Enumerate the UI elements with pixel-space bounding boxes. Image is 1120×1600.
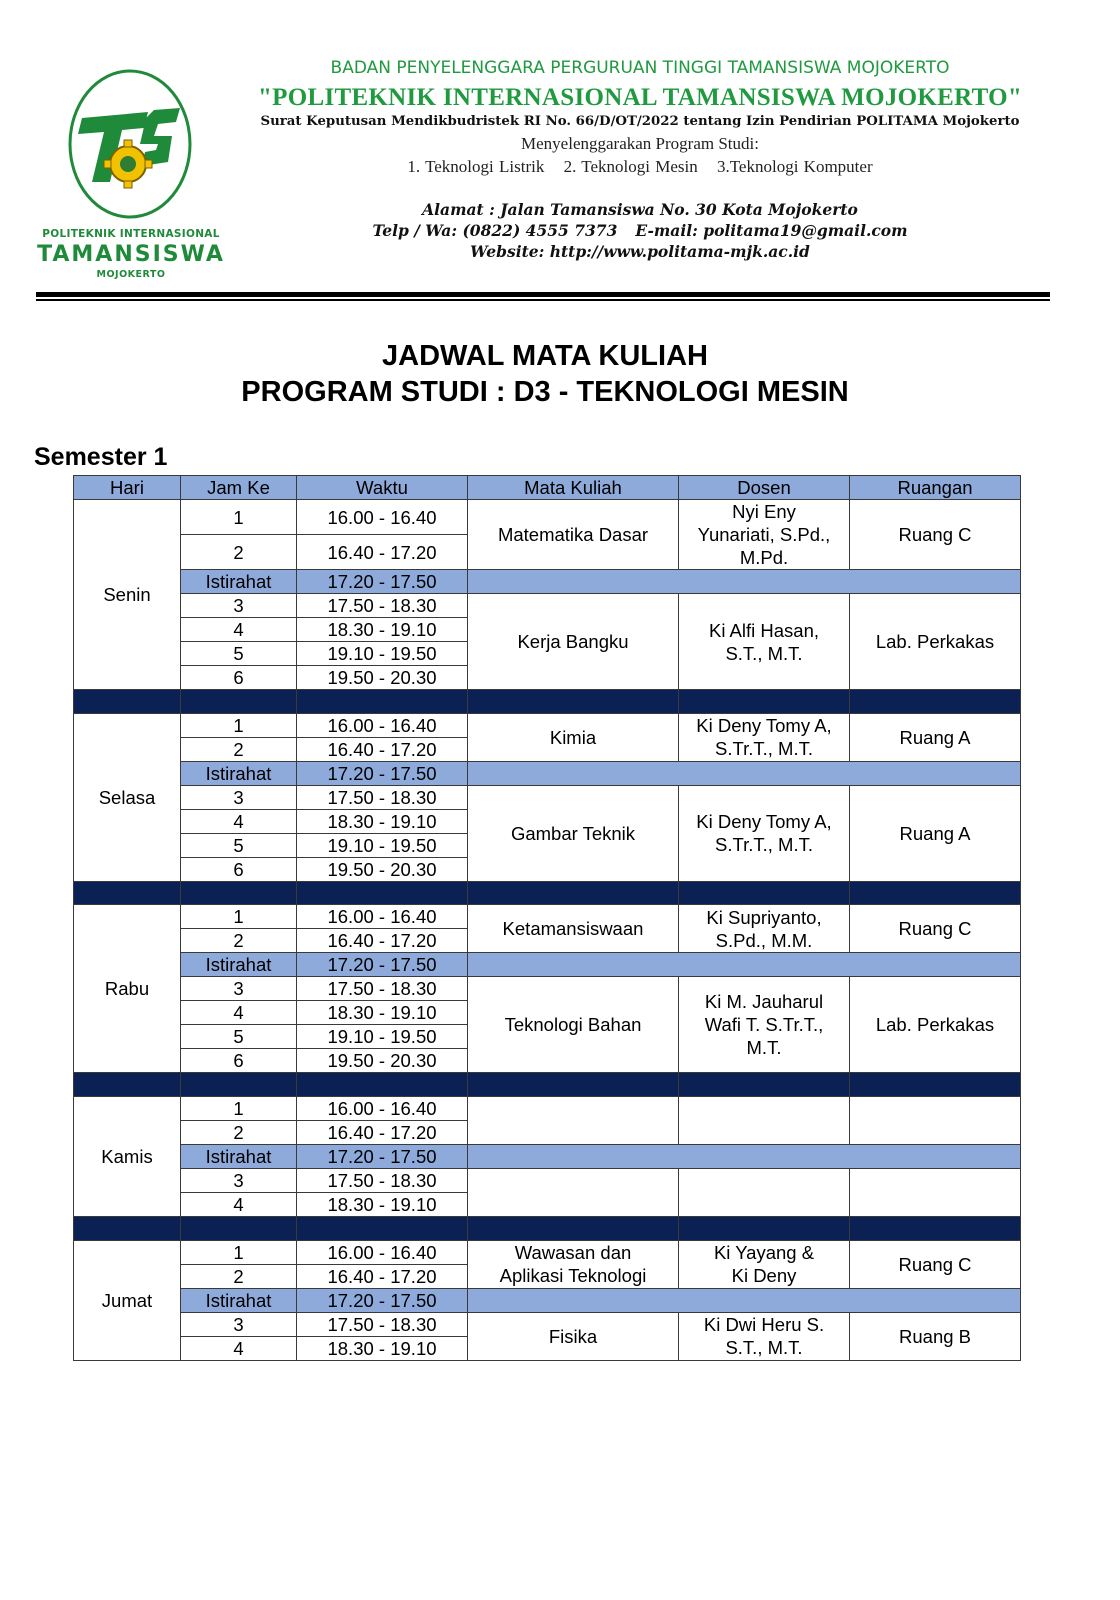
time-cell: 17.50 - 18.30 <box>297 594 468 618</box>
jam-cell: 2 <box>181 929 297 953</box>
jam-cell: 4 <box>181 618 297 642</box>
day-cell: Rabu <box>74 905 181 1073</box>
time-cell: 19.10 - 19.50 <box>297 1025 468 1049</box>
logo-caption-top: POLITEKNIK INTERNASIONAL <box>42 228 220 240</box>
jam-cell: Istirahat <box>181 570 297 594</box>
course-cell <box>468 1240 679 1288</box>
jam-cell: Istirahat <box>181 1288 297 1312</box>
time-cell: 18.30 - 19.10 <box>297 618 468 642</box>
lecturer-cell <box>679 594 850 690</box>
course-cell: Kerja Bangku <box>468 594 679 690</box>
course-cell <box>468 1169 679 1217</box>
time-cell: 17.20 - 17.50 <box>297 1288 468 1312</box>
lecturer-line: S.Tr.T., M.T. <box>715 834 813 856</box>
room-cell: Ruang C <box>850 905 1021 953</box>
break-row <box>74 953 1021 977</box>
jam-cell: 1 <box>181 500 297 535</box>
room-cell: Ruang C <box>850 1240 1021 1288</box>
lecturer-cell <box>679 977 850 1073</box>
course-line: Wawasan dan <box>514 1242 632 1264</box>
decree-line: Surat Keputusan Mendikbudristek RI No. 66/D/OT/2022 tentang Izin Pendirian POLITAMA Mojokerto <box>260 114 1020 129</box>
table-header-row <box>74 476 1021 500</box>
time-cell: 18.30 - 19.10 <box>297 1001 468 1025</box>
time-cell: 19.50 - 20.30 <box>297 1049 468 1073</box>
website-line: Website: http://www.politama-mjk.ac.id <box>470 242 810 261</box>
jam-cell: 6 <box>181 666 297 690</box>
break-fill <box>468 1288 1021 1312</box>
table-row <box>74 1169 1021 1193</box>
jam-cell: 3 <box>181 594 297 618</box>
jam-cell: Istirahat <box>181 953 297 977</box>
column-header-hari: Hari <box>74 476 181 500</box>
time-cell: 17.50 - 18.30 <box>297 1312 468 1336</box>
table-row <box>74 1240 1021 1264</box>
break-fill <box>468 761 1021 785</box>
lecturer-line: S.Pd., M.M. <box>715 929 813 951</box>
lecturer-cell <box>679 500 850 570</box>
organizer-name: BADAN PENYELENGGARA PERGURUAN TINGGI TAMANSISWA MOJOKERTO <box>330 58 950 78</box>
document-title: JADWAL MATA KULIAH <box>382 340 708 372</box>
time-cell: 16.00 - 16.40 <box>297 1097 468 1121</box>
course-cell: Gambar Teknik <box>468 785 679 881</box>
lecturer-line: Ki Supriyanto, <box>706 906 822 928</box>
break-fill <box>468 570 1021 594</box>
column-header-dosen: Dosen <box>679 476 850 500</box>
jam-cell: 4 <box>181 809 297 833</box>
lecturer-cell <box>679 1097 850 1145</box>
break-row <box>74 570 1021 594</box>
time-cell: 17.20 - 17.50 <box>297 1145 468 1169</box>
table-row <box>74 594 1021 618</box>
address-line: Alamat : Jalan Tamansiswa No. 30 Kota Mojokerto <box>422 200 858 219</box>
logo-caption-main: TAMANSISWA <box>37 242 225 267</box>
lecturer-line: Ki Deny Tomy A, <box>696 715 832 737</box>
email-text: E-mail: politama19@gmail.com <box>635 221 908 240</box>
room-cell: Ruang B <box>850 1312 1021 1360</box>
lecturer-cell <box>679 905 850 953</box>
time-cell: 16.40 - 17.20 <box>297 737 468 761</box>
jam-cell: 4 <box>181 1001 297 1025</box>
table-row <box>74 1097 1021 1121</box>
course-cell: Teknologi Bahan <box>468 977 679 1073</box>
course-cell: Kimia <box>468 713 679 761</box>
lecturer-line: Yunariati, S.Pd., <box>697 524 831 545</box>
lecturer-cell <box>679 1169 850 1217</box>
lecturer-line: Ki Deny <box>731 1265 797 1287</box>
time-cell: 17.20 - 17.50 <box>297 761 468 785</box>
program-item: 3.Teknologi Komputer <box>716 157 873 176</box>
break-fill <box>468 953 1021 977</box>
time-cell: 19.50 - 20.30 <box>297 666 468 690</box>
jam-cell: 1 <box>181 1097 297 1121</box>
lecturer-line: M.T. <box>746 1037 782 1059</box>
day-cell: Kamis <box>74 1097 181 1217</box>
jam-cell: 5 <box>181 833 297 857</box>
room-cell: Ruang C <box>850 500 1021 570</box>
time-cell: 18.30 - 19.10 <box>297 809 468 833</box>
letterhead-divider-thick <box>36 292 1050 297</box>
room-cell <box>850 1169 1021 1217</box>
semester-heading: Semester 1 <box>34 443 168 471</box>
day-cell: Senin <box>74 500 181 690</box>
lecturer-line: Ki Dwi Heru S. <box>703 1314 825 1336</box>
course-cell: Fisika <box>468 1312 679 1360</box>
table-row <box>74 977 1021 1001</box>
programs-list <box>205 157 1075 177</box>
time-cell: 17.50 - 18.30 <box>297 785 468 809</box>
time-cell: 16.00 - 16.40 <box>297 713 468 737</box>
lecturer-cell <box>679 713 850 761</box>
institution-logo <box>30 66 232 286</box>
course-cell <box>468 1097 679 1145</box>
phone-text: Telp / Wa: (0822) 4555 7373 <box>372 221 618 240</box>
lecturer-line: S.T., M.T. <box>725 1337 803 1359</box>
time-cell: 16.00 - 16.40 <box>297 905 468 929</box>
time-cell: 16.40 - 17.20 <box>297 1264 468 1288</box>
schedule-table <box>73 475 1021 1361</box>
jam-cell: 1 <box>181 1240 297 1264</box>
time-cell: 17.50 - 18.30 <box>297 1169 468 1193</box>
contact-line <box>205 221 1075 240</box>
column-header-mata-kuliah: Mata Kuliah <box>468 476 679 500</box>
lecturer-cell <box>679 1312 850 1360</box>
time-cell: 16.00 - 16.40 <box>297 1240 468 1264</box>
jam-cell: 2 <box>181 1121 297 1145</box>
time-cell: 19.10 - 19.50 <box>297 642 468 666</box>
room-cell: Lab. Perkakas <box>850 977 1021 1073</box>
jam-cell: Istirahat <box>181 761 297 785</box>
day-separator-row <box>74 1073 1021 1097</box>
lecturer-line: Ki Yayang & <box>713 1242 815 1264</box>
break-row <box>74 1145 1021 1169</box>
letterhead-divider-thin <box>36 299 1050 301</box>
time-cell: 17.20 - 17.50 <box>297 953 468 977</box>
day-separator-row <box>74 881 1021 905</box>
time-cell: 19.50 - 20.30 <box>297 857 468 881</box>
room-cell <box>850 1097 1021 1145</box>
table-row <box>74 785 1021 809</box>
lecturer-line: S.T., M.T. <box>725 642 803 664</box>
lecturer-line: Nyi Eny <box>732 501 796 522</box>
time-cell: 18.30 - 19.10 <box>297 1193 468 1217</box>
lecturer-line: M.Pd. <box>739 547 789 568</box>
course-line: Aplikasi Teknologi <box>499 1265 647 1287</box>
jam-cell: 6 <box>181 1049 297 1073</box>
day-cell: Selasa <box>74 713 181 881</box>
program-item: 2. Teknologi Mesin <box>563 157 698 176</box>
jam-cell: Istirahat <box>181 1145 297 1169</box>
logo-caption-city: MOJOKERTO <box>96 269 166 280</box>
column-header-ruangan: Ruangan <box>850 476 1021 500</box>
jam-cell: 4 <box>181 1336 297 1360</box>
logo-emblem-icon <box>30 66 232 226</box>
column-header-waktu: Waktu <box>297 476 468 500</box>
jam-cell: 6 <box>181 857 297 881</box>
time-cell: 17.50 - 18.30 <box>297 977 468 1001</box>
course-cell: Matematika Dasar <box>468 500 679 570</box>
time-cell: 19.10 - 19.50 <box>297 833 468 857</box>
jam-cell: 5 <box>181 642 297 666</box>
jam-cell: 3 <box>181 1169 297 1193</box>
jam-cell: 4 <box>181 1193 297 1217</box>
lecturer-line: Ki Deny Tomy A, <box>696 811 832 833</box>
table-row <box>74 713 1021 737</box>
time-cell: 16.40 - 17.20 <box>297 1121 468 1145</box>
jam-cell: 3 <box>181 785 297 809</box>
break-row <box>74 761 1021 785</box>
course-cell: Ketamansiswaan <box>468 905 679 953</box>
lecturer-line: Ki Alfi Hasan, <box>708 619 820 641</box>
table-row <box>74 1312 1021 1336</box>
room-cell: Lab. Perkakas <box>850 594 1021 690</box>
room-cell: Ruang A <box>850 785 1021 881</box>
jam-cell: 1 <box>181 713 297 737</box>
lecturer-line: S.Tr.T., M.T. <box>715 738 813 760</box>
program-item: 1. Teknologi Listrik <box>407 157 545 176</box>
jam-cell: 3 <box>181 1312 297 1336</box>
jam-cell: 2 <box>181 1264 297 1288</box>
time-cell: 16.00 - 16.40 <box>297 500 468 535</box>
jam-cell: 2 <box>181 737 297 761</box>
lecturer-line: Wafi T. S.Tr.T., <box>704 1014 824 1036</box>
institution-name: "POLITEKNIK INTERNASIONAL TAMANSISWA MOJOKERTO" <box>257 84 1023 111</box>
day-separator-row <box>74 1217 1021 1241</box>
jam-cell: 2 <box>181 535 297 570</box>
break-row <box>74 1288 1021 1312</box>
day-cell: Jumat <box>74 1240 181 1360</box>
jam-cell: 5 <box>181 1025 297 1049</box>
time-cell: 17.20 - 17.50 <box>297 570 468 594</box>
table-row <box>74 500 1021 535</box>
lecturer-cell <box>679 785 850 881</box>
document-subtitle: PROGRAM STUDI : D3 - TEKNOLOGI MESIN <box>241 376 849 408</box>
lecturer-cell <box>679 1240 850 1288</box>
day-separator-row <box>74 690 1021 714</box>
break-fill <box>468 1145 1021 1169</box>
jam-cell: 3 <box>181 977 297 1001</box>
column-header-jam-ke: Jam Ke <box>181 476 297 500</box>
programs-intro: Menyelenggarakan Program Studi: <box>521 134 759 153</box>
lecturer-line: Ki M. Jauharul <box>704 991 824 1013</box>
time-cell: 16.40 - 17.20 <box>297 535 468 570</box>
time-cell: 16.40 - 17.20 <box>297 929 468 953</box>
room-cell: Ruang A <box>850 713 1021 761</box>
time-cell: 18.30 - 19.10 <box>297 1336 468 1360</box>
table-row <box>74 905 1021 929</box>
jam-cell: 1 <box>181 905 297 929</box>
